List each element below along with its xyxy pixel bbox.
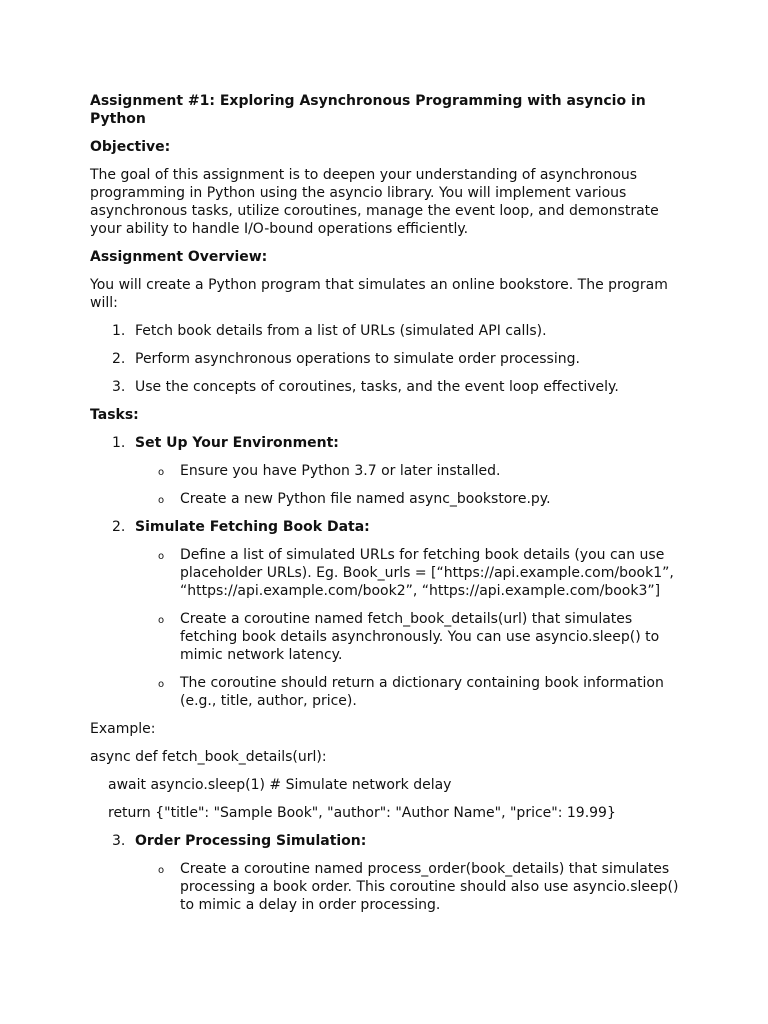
subitem <box>135 860 680 914</box>
subitem-text: Create a new Python file named async_bookstore.py. <box>180 491 551 507</box>
objective-heading: Objective: <box>90 139 171 155</box>
subitem-text: Create a coroutine named fetch_book_details(url) that simulates fetching book details asynchronously. You can use asyncio.sleep() to mimic network latency. <box>180 611 660 663</box>
list-number: 1. <box>112 323 126 339</box>
list-item-text: Use the concepts of coroutines, tasks, and the event loop effectively. <box>135 379 619 395</box>
subitem <box>135 610 680 664</box>
example-label: Example: <box>90 721 156 737</box>
task-subitems <box>135 860 680 914</box>
task-item <box>90 434 680 508</box>
task-title: Order Processing Simulation: <box>135 833 367 849</box>
task-number: 3. <box>112 833 126 849</box>
document-page <box>90 92 680 924</box>
list-item <box>90 378 680 396</box>
subitem <box>135 674 680 710</box>
subitem-text: Define a list of simulated URLs for fetching book details (you can use placeholder URLs). Eg. Book_urls = [“https://api.example.com/book1”, “https://api.example.com/book2”, “https://api.example.com/book3”] <box>180 547 674 599</box>
list-item-text: Perform asynchronous operations to simulate order processing. <box>135 351 580 367</box>
code-line: return {"title": "Sample Book", "author": "Author Name", "price": 19.99} <box>108 805 616 821</box>
bullet-icon: o <box>158 495 165 506</box>
list-item-text: Fetch book details from a list of URLs (simulated API calls). <box>135 323 547 339</box>
list-item <box>90 322 680 340</box>
overview-text: You will create a Python program that simulates an online bookstore. The program will: <box>90 277 668 311</box>
bullet-icon: o <box>158 615 165 626</box>
tasks-list <box>90 434 680 710</box>
subitem <box>135 462 680 480</box>
list-number: 3. <box>112 379 126 395</box>
subitem <box>135 490 680 508</box>
subitem-text: Create a coroutine named process_order(book_details) that simulates processing a book order. This coroutine should also use asyncio.sleep() to mimic a delay in order processing. <box>180 861 679 913</box>
assignment-title: Assignment #1: Exploring Asynchronous Programming with asyncio in Python <box>90 93 646 127</box>
subitem <box>135 546 680 600</box>
code-line: await asyncio.sleep(1) # Simulate network delay <box>108 777 452 793</box>
subitem-text: Ensure you have Python 3.7 or later installed. <box>180 463 501 479</box>
code-line: async def fetch_book_details(url): <box>90 749 327 765</box>
tasks-list-continued <box>90 832 680 914</box>
overview-heading: Assignment Overview: <box>90 249 268 265</box>
bullet-icon: o <box>158 865 165 876</box>
task-title: Simulate Fetching Book Data: <box>135 519 370 535</box>
overview-list <box>90 322 680 396</box>
list-number: 2. <box>112 351 126 367</box>
task-item <box>90 832 680 914</box>
subitem-text: The coroutine should return a dictionary containing book information (e.g., title, author, price). <box>180 675 664 709</box>
tasks-heading: Tasks: <box>90 407 139 423</box>
objective-text: The goal of this assignment is to deepen your understanding of asynchronous programming in Python using the asyncio library. You will implement various asynchronous tasks, utilize coroutines, manage the event loop, and demonstrate your ability to handle I/O-bound operations efficiently. <box>90 167 659 237</box>
bullet-icon: o <box>158 467 165 478</box>
task-title: Set Up Your Environment: <box>135 435 339 451</box>
list-item <box>90 350 680 368</box>
task-subitems <box>135 546 680 710</box>
task-number: 2. <box>112 519 126 535</box>
task-number: 1. <box>112 435 126 451</box>
task-item <box>90 518 680 710</box>
bullet-icon: o <box>158 551 165 562</box>
bullet-icon: o <box>158 679 165 690</box>
task-subitems <box>135 462 680 508</box>
